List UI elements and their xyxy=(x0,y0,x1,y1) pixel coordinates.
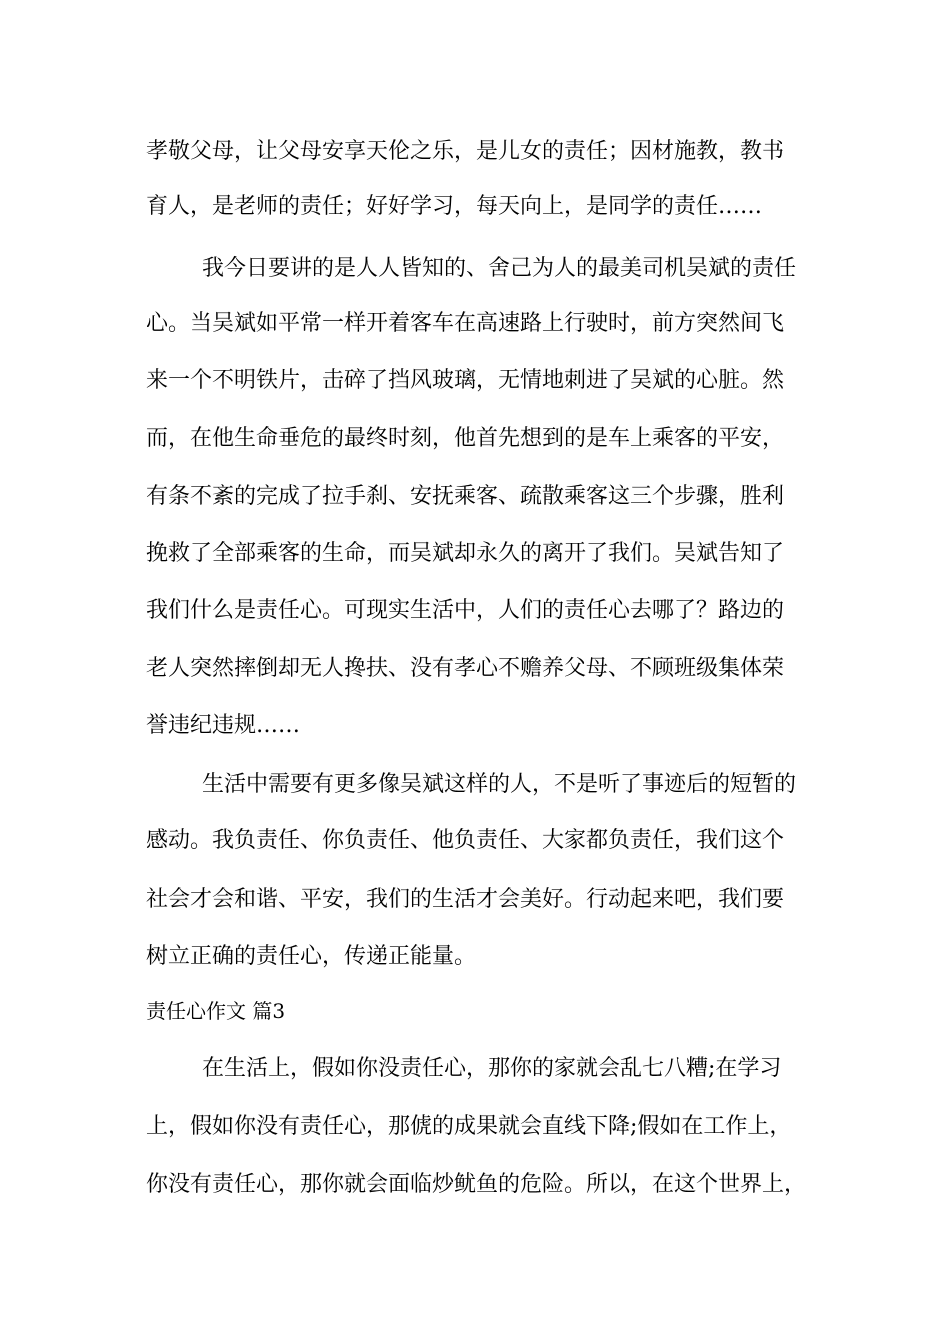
paragraph-1-line-2: 育人，是老师的责任；好好学习，每天向上，是同学的责任…… xyxy=(146,194,763,219)
paragraph-3-line-3: 社会才会和谐、平安，我们的生活才会美好。行动起来吧，我们要 xyxy=(146,887,785,912)
paragraph-4-line-1: 在生活上，假如你没责任心，那你的家就会乱七八糟;在学习 xyxy=(202,1056,782,1081)
paragraph-2-line-8: 老人突然摔倒却无人搀扶、没有孝心不赡养父母、不顾班级集体荣 xyxy=(146,656,785,681)
paragraph-2-line-7: 我们什么是责任心。可现实生活中，人们的责任心去哪了？路边的 xyxy=(146,598,785,623)
paragraph-2-line-1: 我今日要讲的是人人皆知的、舍己为人的最美司机吴斌的责任 xyxy=(202,256,797,281)
paragraph-4-line-2: 上，假如你没有责任心，那俿的成果就会直线下降;假如在工作上， xyxy=(146,1114,792,1139)
section-heading: 责任心作文 篇3 xyxy=(146,999,286,1023)
paragraph-1-line-1: 孝敬父母，让父母安享天伦之乐，是儿女的责任；因材施教，教书 xyxy=(146,139,785,164)
paragraph-3-line-4: 树立正确的责任心，传递正能量。 xyxy=(146,944,477,969)
paragraph-2-line-6: 挽救了全部乘客的生命，而吴斌却永久的离开了我们。吴斌告知了 xyxy=(146,541,785,566)
paragraph-2-line-5: 有条不紊的完成了拉手刹、安抚乘客、疏散乘客这三个步骤，胜利 xyxy=(146,484,785,509)
paragraph-2-line-3: 来一个不明铁片，击碎了挡风玻璃，无情地刺进了吴斌的心脏。然 xyxy=(146,368,785,393)
paragraph-2-line-4: 而，在他生命垂危的最终时刻，他首先想到的是车上乘客的平安， xyxy=(146,426,785,451)
paragraph-3-line-1: 生活中需要有更多像吴斌这样的人，不是听了事迹后的短暂的 xyxy=(202,772,797,797)
paragraph-2-line-9: 誉违纪违规…… xyxy=(146,713,301,738)
paragraph-4-line-3: 你没有责任心，那你就会面临炒鱿鱼的危险。所以，在这个世界上， xyxy=(146,1172,807,1197)
paragraph-3-line-2: 感动。我负责任、你负责任、他负责任、大家都负责任，我们这个 xyxy=(146,828,785,853)
paragraph-2-line-2: 心。当吴斌如平常一样开着客车在高速路上行驶时，前方突然间飞 xyxy=(146,311,785,336)
